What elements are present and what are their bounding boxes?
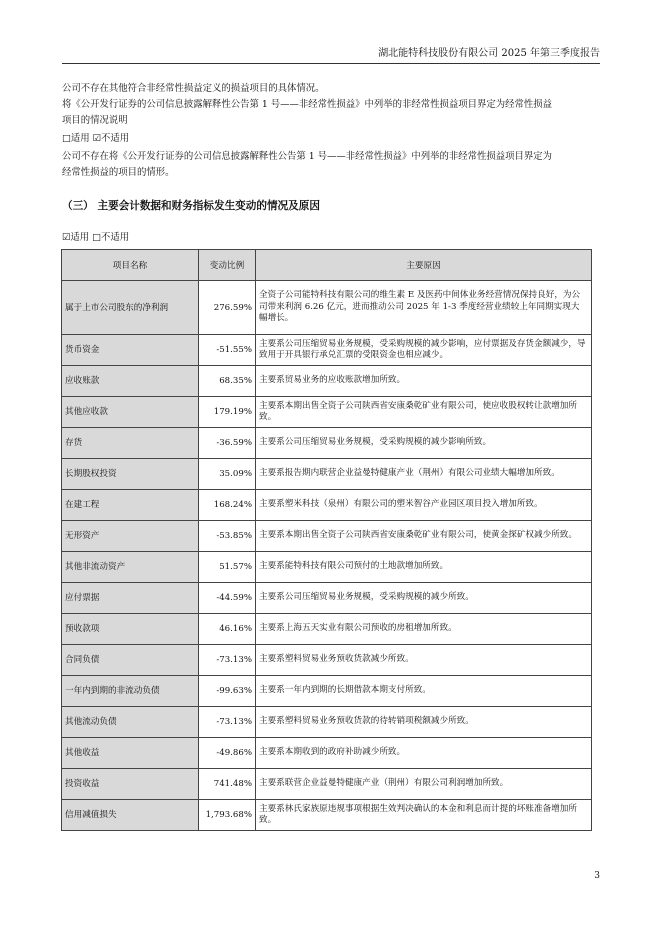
intro-line-5: 公司不存在将《公开发行证券的公司信息披露解释性公告第 1 号——非经常性损益》中列举的非经常性损益项目界定为 — [62, 151, 553, 162]
table-row — [62, 583, 592, 614]
row-reason: 主要系本期出售全资子公司陕西省安康桑乾矿业有限公司，使黄金探矿权减少所致。 — [256, 521, 592, 552]
row-item-name: 应收账款 — [62, 366, 199, 397]
row-item-name: 货币资金 — [62, 335, 199, 366]
intro-line-1: 公司不存在其他符合非经常性损益定义的损益项目的具体情况。 — [62, 83, 325, 94]
table-row — [62, 769, 592, 800]
header-main-reason: 主要原因 — [256, 250, 592, 281]
intro-line-2: 将《公开发行证券的公司信息披露解释性公告第 1 号——非经常性损益》中列举的非经常性损益项目界定为经常性损益 — [62, 99, 553, 110]
table-row — [62, 521, 592, 552]
table-header-row — [62, 250, 592, 281]
table-row — [62, 552, 592, 583]
changes-table — [61, 249, 592, 831]
row-reason: 主要系塑米科技（泉州）有限公司的塑米智谷产业园区项目投入增加所致。 — [256, 490, 592, 521]
row-reason: 主要系公司压缩贸易业务规模，受采购规模的减少所致。 — [256, 583, 592, 614]
table-row — [62, 397, 592, 428]
row-change-ratio: 168.24% — [199, 490, 256, 521]
row-change-ratio: 46.16% — [199, 614, 256, 645]
intro-line-6: 经常性损益的项目的情形。 — [62, 167, 175, 178]
row-change-ratio: 1,793.68% — [199, 800, 256, 831]
row-reason: 主要系报告期内联营企业益曼特健康产业（荆州）有限公司业绩大幅增加所致。 — [256, 459, 592, 490]
row-change-ratio: -73.13% — [199, 707, 256, 738]
row-item-name: 属于上市公司股东的净利润 — [62, 281, 199, 335]
row-reason: 主要系公司压缩贸易业务规模，受采购规模的减少影响，应付票据及存货金额减少，导致用于开具银行承兑汇票的受限资金也相应减少。 — [256, 335, 592, 366]
section-applicability: ☑适用 □不适用 — [62, 232, 130, 243]
table-row — [62, 800, 592, 831]
row-change-ratio: -36.59% — [199, 428, 256, 459]
row-item-name: 投资收益 — [62, 769, 199, 800]
row-item-name: 在建工程 — [62, 490, 199, 521]
table-row — [62, 614, 592, 645]
table-row — [62, 738, 592, 769]
intro-line-3: 项目的情况说明 — [62, 115, 128, 126]
row-reason: 主要系林氏家族原违规事项根据生效判决确认的本金和利息而计提的坏账准备增加所致。 — [256, 800, 592, 831]
intro-applicability: □适用 ☑不适用 — [62, 133, 130, 144]
row-reason: 主要系一年内到期的长期借款本期支付所致。 — [256, 676, 592, 707]
row-change-ratio: -53.85% — [199, 521, 256, 552]
row-change-ratio: -49.86% — [199, 738, 256, 769]
row-item-name: 合同负债 — [62, 645, 199, 676]
row-item-name: 无形资产 — [62, 521, 199, 552]
table-row — [62, 335, 592, 366]
row-reason: 主要系上海五天实业有限公司预收的房租增加所致。 — [256, 614, 592, 645]
row-reason: 主要系塑料贸易业务预收货款减少所致。 — [256, 645, 592, 676]
row-change-ratio: 51.57% — [199, 552, 256, 583]
row-change-ratio: 179.19% — [199, 397, 256, 428]
row-item-name: 其他非流动资产 — [62, 552, 199, 583]
row-item-name: 应付票据 — [62, 583, 199, 614]
row-item-name: 其他应收款 — [62, 397, 199, 428]
row-reason: 主要系公司压缩贸易业务规模，受采购规模的减少影响所致。 — [256, 428, 592, 459]
row-reason: 主要系本期收到的政府补助减少所致。 — [256, 738, 592, 769]
header-item-name: 项目名称 — [62, 250, 199, 281]
table-row — [62, 281, 592, 335]
header-change-ratio: 变动比例 — [199, 250, 256, 281]
row-reason: 主要系本期出售全资子公司陕西省安康桑乾矿业有限公司，使应收股权转让款增加所致。 — [256, 397, 592, 428]
row-item-name: 存货 — [62, 428, 199, 459]
row-item-name: 其他收益 — [62, 738, 199, 769]
row-change-ratio: 35.09% — [199, 459, 256, 490]
row-reason: 主要系联营企业益曼特健康产业（荆州）有限公司利润增加所致。 — [256, 769, 592, 800]
table-row — [62, 707, 592, 738]
section-heading: （三） 主要会计数据和财务指标发生变动的情况及原因 — [62, 200, 320, 212]
row-change-ratio: -44.59% — [199, 583, 256, 614]
table-row — [62, 645, 592, 676]
row-item-name: 其他流动负债 — [62, 707, 199, 738]
table-row — [62, 366, 592, 397]
page-number: 3 — [594, 871, 600, 881]
row-reason: 主要系塑料贸易业务预收货款的待转销项税额减少所致。 — [256, 707, 592, 738]
row-change-ratio: -51.55% — [199, 335, 256, 366]
row-item-name: 长期股权投资 — [62, 459, 199, 490]
table-row — [62, 676, 592, 707]
row-reason: 主要系能特科技有限公司预付的土地款增加所致。 — [256, 552, 592, 583]
report-header: 湖北能特科技股份有限公司 2025 年第三季度报告 — [62, 48, 600, 64]
row-item-name: 一年内到期的非流动负债 — [62, 676, 199, 707]
row-reason: 主要系贸易业务的应收账款增加所致。 — [256, 366, 592, 397]
row-change-ratio: -73.13% — [199, 645, 256, 676]
table-row — [62, 490, 592, 521]
row-change-ratio: -99.63% — [199, 676, 256, 707]
row-item-name: 信用减值损失 — [62, 800, 199, 831]
row-change-ratio: 68.35% — [199, 366, 256, 397]
table-row — [62, 428, 592, 459]
row-change-ratio: 741.48% — [199, 769, 256, 800]
row-reason: 全资子公司能特科技有限公司的维生素 E 及医药中间体业务经营情况保持良好，为公司带来利润 6.26 亿元，进而推动公司 2025 年 1-3 季度经营业绩较上年同期实现大幅增长。 — [256, 281, 592, 335]
table-row — [62, 459, 592, 490]
row-item-name: 预收款项 — [62, 614, 199, 645]
row-change-ratio: 276.59% — [199, 281, 256, 335]
